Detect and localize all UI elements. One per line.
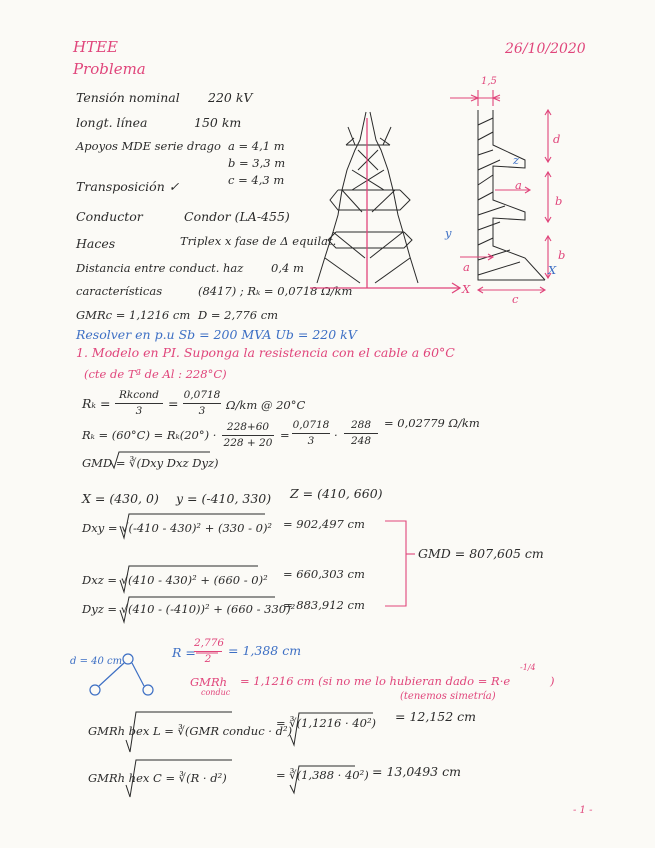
rk60-fraction	[222, 422, 274, 448]
resolver-line: Resolver en p.u Sb = 200 MVA Ub = 220 kV	[76, 327, 357, 342]
rk-eq: =	[168, 396, 179, 411]
rk-unit: Ω/km @ 20°C	[226, 398, 306, 412]
longitud-value: 150 km	[194, 115, 242, 130]
rk-lhs: Rₖ =	[82, 396, 111, 411]
rk-fraction-2	[183, 390, 221, 416]
coord-y: y = (-410, 330)	[176, 491, 272, 506]
rk60-num: 228+60	[226, 421, 270, 433]
rk60-lhs: Rₖ = (60°C) = Rₖ(20°) ·	[82, 428, 217, 442]
distancia-value: 0,4 m	[271, 261, 304, 275]
page-number: - 1 -	[573, 805, 593, 816]
apoyos-label: Apoyos MDE serie drago	[76, 139, 221, 153]
header-date: 26/10/2020	[505, 41, 586, 57]
bex-formula: GMRh bex L = ∛(GMR conduc · d²)	[88, 724, 293, 738]
hex-mid: = ∛(1,388 · 40²)	[276, 768, 369, 782]
r-fraction	[194, 637, 225, 665]
rk60-eq: =	[280, 428, 290, 442]
rk60-fraction-3	[344, 420, 378, 446]
dxy-result: = 902,497 cm	[283, 517, 365, 531]
hex-formula: GMRh hex C = ∛(R · d²)	[88, 771, 227, 785]
bex-result: = 12,152 cm	[395, 709, 477, 724]
gmrh-result: = 1,1216 cm (si no me lo hubieran dado = R·e	[240, 674, 511, 688]
conductor-x-label: X	[548, 263, 557, 277]
caracteristicas-value: (8417) ; Rₖ = 0,0718 Ω/km	[198, 284, 353, 298]
dim-top: 1,5	[481, 76, 497, 87]
rk-fraction	[115, 390, 163, 416]
gmrh-close: )	[550, 674, 555, 688]
header-title: HTEE	[73, 38, 118, 56]
b-value: b = 3,3 m	[228, 156, 286, 170]
gmd-formula: GMD = ∛(Dxy Dxz Dyz)	[82, 456, 219, 470]
distancia-label: Distancia entre conduct. haz	[76, 261, 244, 275]
rk-num2: 0,0718	[183, 389, 221, 401]
gmrh-sub: conduc	[201, 688, 231, 697]
dxz-formula: Dxz = √(410 - 430)² + (660 - 0)²	[82, 573, 268, 587]
axis-x-label: X	[462, 282, 471, 296]
dim-c: c	[512, 292, 519, 306]
simetria-note: (tenemos simetría)	[400, 691, 496, 702]
haces-label: Haces	[76, 236, 116, 251]
r-lhs: R =	[172, 645, 196, 660]
r-den: 2	[204, 652, 212, 665]
rk60-fraction-2	[292, 420, 330, 446]
r-result: = 1,388 cm	[228, 643, 302, 658]
haces-value: Triplex x fase de Δ equilat.	[180, 234, 337, 248]
conductor-label: Conductor	[76, 209, 143, 224]
conductor-value: Condor (LA-455)	[184, 209, 290, 224]
rk60-num3: 288	[350, 419, 372, 431]
gmrh-exponent: -1/4	[520, 663, 536, 672]
tension-label: Tensión nominal	[76, 90, 180, 105]
c-value: c = 4,3 m	[228, 173, 285, 187]
dim-a-upper: a	[515, 178, 522, 192]
question-1: 1. Modelo en PI. Suponga la resistencia con el cable a 60°C	[76, 345, 455, 360]
dim-b-lower: b	[558, 248, 566, 262]
caracteristicas-label: características	[76, 284, 163, 298]
dim-b-upper: b	[555, 194, 563, 208]
rk60-dot: ·	[334, 428, 338, 442]
dxy-formula: Dxy = √(-410 - 430)² + (330 - 0)²	[82, 521, 273, 535]
tension-value: 220 kV	[208, 90, 253, 105]
a-value: a = 4,1 m	[228, 139, 285, 153]
rk60-den3: 248	[350, 434, 372, 447]
rk60-den2: 3	[307, 434, 315, 447]
coord-z: Z = (410, 660)	[290, 486, 383, 501]
rk-den: 3	[135, 404, 143, 417]
gmrh-label: GMRh	[190, 675, 228, 689]
bex-mid: = ∛(1,1216 · 40²)	[276, 716, 377, 730]
question-1-note: (cte de Tª de Al : 228°C)	[84, 367, 227, 381]
rk60-den: 228 + 20	[223, 436, 273, 449]
transposicion-label: Transposición ✓	[76, 179, 180, 194]
conductor-z-label: z	[513, 153, 520, 167]
dim-d: d	[553, 132, 561, 146]
gmd-result: GMD = 807,605 cm	[418, 546, 544, 561]
diam-label: D = 2,776 cm	[198, 308, 279, 322]
hex-result: = 13,0493 cm	[372, 764, 461, 779]
header-subtitle: Problema	[73, 60, 146, 78]
gmr-label: GMRc = 1,1216 cm	[76, 308, 191, 322]
coord-x: X = (430, 0)	[82, 491, 159, 506]
r-num: 2,776	[194, 637, 225, 649]
rk-den2: 3	[198, 404, 206, 417]
dxz-result: = 660,303 cm	[283, 567, 365, 581]
longitud-label: longt. línea	[76, 115, 148, 130]
conductor-y-label: y	[445, 226, 452, 240]
rk60-num2: 0,0718	[292, 419, 330, 431]
dyz-formula: Dyz = √(410 - (-410))² + (660 - 330)²	[82, 602, 296, 616]
rk60-result: = 0,02779 Ω/km	[384, 416, 480, 430]
rk-num: Rkcond	[119, 389, 159, 401]
dim-a-lower: a	[463, 260, 470, 274]
bundle-spacing: d = 40 cm	[70, 656, 123, 667]
dyz-result: = 883,912 cm	[283, 598, 365, 612]
